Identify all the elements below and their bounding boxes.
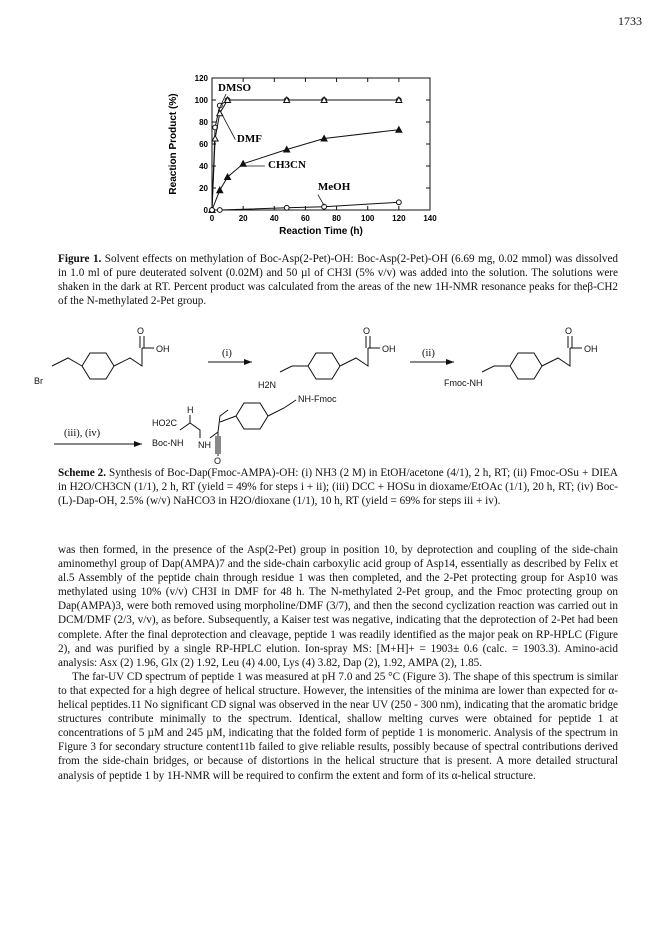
annotation-meoh: MeOH <box>317 181 351 194</box>
series-line <box>212 100 399 210</box>
series-dmso <box>210 98 402 213</box>
y-tick-label: 80 <box>199 118 208 127</box>
x-axis-label: Reaction Time (h) <box>279 226 363 237</box>
page-number: 1733 <box>618 14 642 28</box>
label-h2n: H2N <box>258 380 277 390</box>
label-oh-3: OH <box>584 344 598 354</box>
scheme-2-text: Synthesis of Boc-Dap(Fmoc-AMPA)-OH: (i) NH3 (2 M) in EtOH/acetone (4/1), 2 h, RT; (ii) Fmoc-OSu + DIEA in H2O/CH3CN (1/1), 2 h, RT (yield = 49% for steps i + ii); (iii) DCC + HOSu in dioxame/EtOAc (1/1), 20 h, RT; (iv) Boc-(L)-Dap-OH, 2.5% (w/v) NaHCO3 in H2O/dioxane (1/1), 10 h, RT (yield = 69% for steps iii + iv). <box>58 467 618 507</box>
scheme-2-label: Scheme 2. <box>58 467 107 479</box>
x-tick-label: 120 <box>392 214 406 223</box>
scheme-2-caption <box>58 466 618 508</box>
body-text <box>58 543 618 783</box>
label-nh-fmoc: NH-Fmoc <box>298 394 337 404</box>
series-line <box>212 100 399 210</box>
annotation-dmso: DMSO <box>218 82 251 94</box>
label-ho2c: HO2C <box>152 418 178 428</box>
annotation-dmf: DMF <box>236 132 262 145</box>
x-tick-label: 100 <box>361 214 375 223</box>
x-tick-label: 0 <box>209 214 215 223</box>
data-point <box>217 187 223 193</box>
label-o-1: O <box>137 326 145 336</box>
paragraph-1: was then formed, in the presence of the Asp(2-Pet) group in position 10, by deprotection and coupling of the side-chain aminomethyl group of Dap(AMPA)7 and the side-chain carboxylic acid group of Asp14, essentially as described by Felix et al.5 Assembly of the peptide chain through residue 1 was then completed, and the 2-Pet protecting group for Asp10 was methylated using 10% (v/v) CH3I in DMF for 48 h. The N-methylated 2-Pet group, and the Fmoc protecting group on Dap(AMPA)3, were both removed using morpholine/DMF (3/7), and then the second cyclization reaction was carried out in DCM/DMF (2/3, v/v), as before. Subsequently, a Kaiser test was negative, indicating that the deprotection of 2-Pet had been complete. After the final deprotection and cleavage, peptide 1 was readily identified as the major peak on RP-HPLC (Figure 2), and was purified by a single RP-HPLC elution. Ion-spray MS: [M+H]+ = 1903± 0.6 (calc. = 1903.3). Amino-acid analysis: Asx (2) 1.96, Glx (2) 1.92, Leu (4) 4.00, Lys (4) 3.82, Dap (2), 1.92, AMPA (2), 1.85. <box>58 544 618 669</box>
label-o-4: O <box>214 456 222 464</box>
annotation-pointer <box>318 195 324 206</box>
x-tick-label: 140 <box>423 214 437 223</box>
label-br: Br <box>34 376 43 386</box>
figure-1-label: Figure 1. <box>58 253 102 265</box>
step-1-label: (i) <box>222 348 232 359</box>
reaction-chart <box>140 68 450 246</box>
y-tick-label: 100 <box>194 96 208 105</box>
y-tick-label: 40 <box>199 162 208 171</box>
y-tick-label: 120 <box>194 74 208 83</box>
y-tick-label: 0 <box>203 206 208 215</box>
label-o-2: O <box>363 326 371 336</box>
data-point <box>396 200 401 205</box>
x-tick-label: 80 <box>332 214 342 223</box>
y-tick-label: 20 <box>199 184 208 193</box>
label-oh-2: OH <box>382 344 396 354</box>
fmoc-ampa <box>482 336 582 379</box>
series-dmf <box>209 97 402 213</box>
label-boc-nh: Boc-NH <box>152 438 184 448</box>
x-tick-label: 20 <box>238 214 248 223</box>
bromomethylphenylacetic-acid <box>52 336 154 379</box>
figure-1-caption <box>58 252 618 308</box>
step-3-label: (iii), (iv) <box>64 428 101 439</box>
chart-series <box>209 97 402 213</box>
figure-1-text: Solvent effects on methylation of Boc-Asp(2-Pet)-OH: Boc-Asp(2-Pet)-OH (6.69 mg, 0.02 mmol) was dissolved in 1.0 ml of pure deuterated solvent (0.02M) and 50 µl of CH3I (5% v/v) was added into the solution. The solutions were shaken in the dark at RT. Percent product was calculated from the areas of the new 1H-NMR resonance peaks for theβ-CH2 of the N-methylated 2-Pet group. <box>58 253 618 307</box>
paragraph-2: The far-UV CD spectrum of peptide 1 was measured at pH 7.0 and 25 °C (Figure 3). The shape of this spectrum is similar to that expected for a high degree of helical structure. However, the intensities of the minima are lower than expected for α-helical peptides.11 No significant CD signal was observed in the near UV (250 - 300 nm), indicating that the aromatic bridge structures contribute minimally to the spectrum. Identical, shallow melting curves were obtained for peptide 1 at concentrations of 5 µM and 245 µM, indicating that the folded form of peptide 1 is monomeric. Analysis of the spectrum in Figure 3 for secondary structure content11b failed to give reliable results, possibly because of spectral contributions derived from the side-chain bridges, or because of distortions in the helical structure that is present. A more detailed structural analysis of peptide 1 by 1H-NMR will be required to confirm the extent and form of its α-helical structure. <box>58 670 618 782</box>
data-point <box>212 136 218 142</box>
label-oh-1: OH <box>156 344 170 354</box>
label-h: H <box>187 405 194 415</box>
annotation-ch3cn: CH3CN <box>268 159 306 172</box>
aminomethylphenylacetic-acid <box>280 336 380 379</box>
data-point <box>284 205 289 210</box>
x-tick-label: 40 <box>269 214 279 223</box>
step-2-label: (ii) <box>422 348 435 359</box>
label-nh: NH <box>198 440 211 450</box>
scheme-2-diagram <box>30 326 640 464</box>
y-axis-label: Reaction Product (%) <box>168 93 179 195</box>
label-fmoc-nh: Fmoc-NH <box>444 378 483 388</box>
data-point <box>217 208 222 213</box>
label-o-3: O <box>565 326 573 336</box>
y-tick-label: 60 <box>199 140 208 149</box>
data-point <box>210 208 215 213</box>
x-tick-label: 60 <box>300 214 310 223</box>
annotation-pointer <box>221 113 235 139</box>
